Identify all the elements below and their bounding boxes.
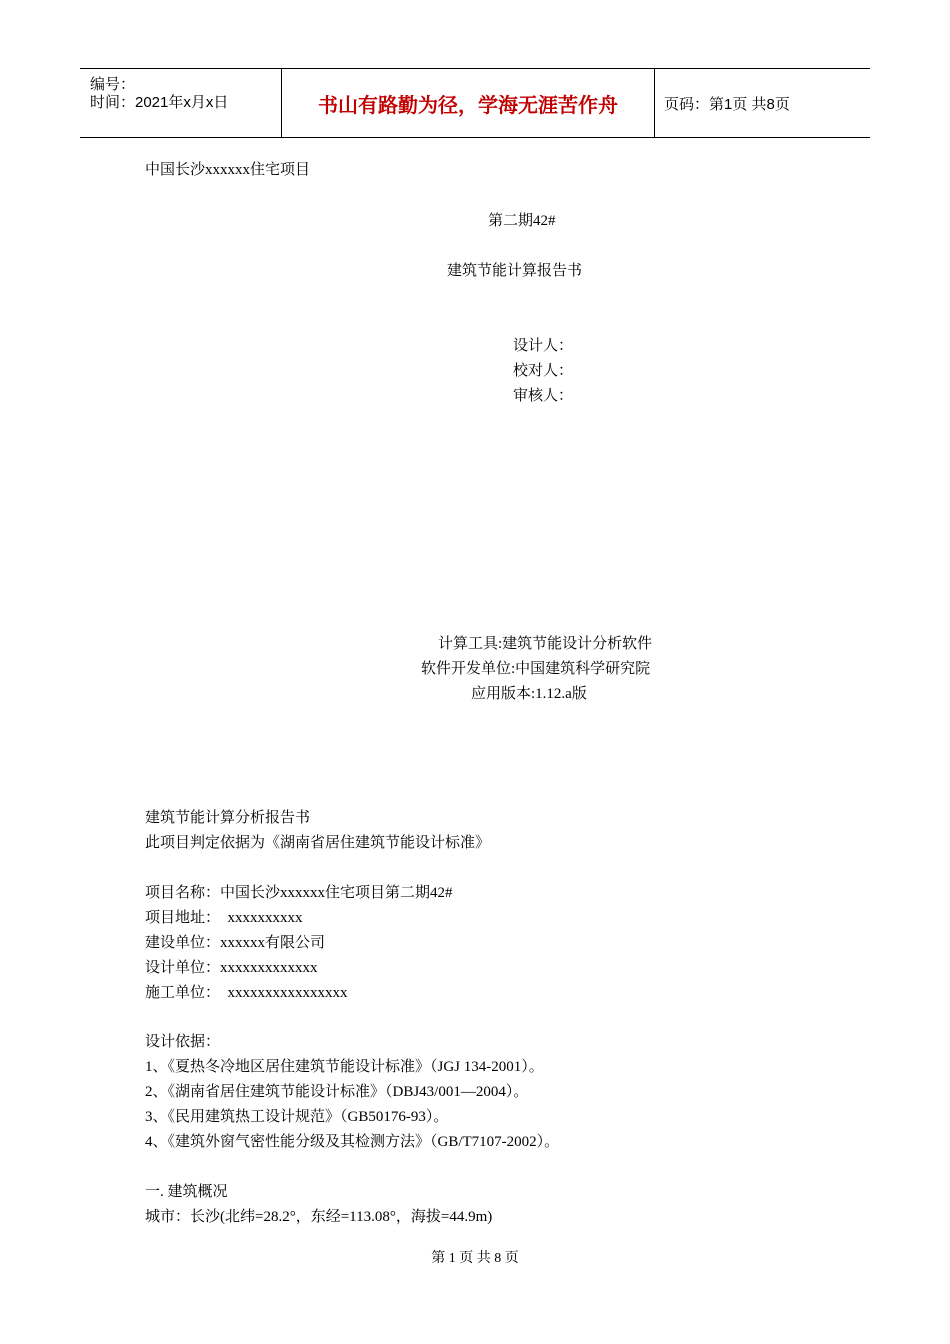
project-name: 项目名称：中国长沙xxxxxx住宅项目第二期42#: [145, 885, 453, 901]
design-basis-item: 4、《建筑外窗气密性能分级及其检测方法》（GB/T7107-2002）。: [145, 1134, 560, 1150]
city-location: 城市：长沙(北纬=28.2°，东经=113.08°，海拔=44.9m): [145, 1209, 493, 1225]
project-phase: 第二期42#: [488, 213, 556, 229]
checker-label: 校对人：: [513, 363, 574, 379]
design-basis-item: 1、《夏热冬冷地区居住建筑节能设计标准》（JGJ 134-2001）。: [145, 1059, 544, 1075]
construction-unit: 施工单位： xxxxxxxxxxxxxxxx: [145, 985, 348, 1001]
header-page-info: 页码：第1页 共8页: [664, 95, 790, 113]
reviewer-label: 审核人：: [513, 388, 574, 404]
analysis-report-title: 建筑节能计算分析报告书: [145, 810, 311, 826]
document-number-label: 编号：: [90, 76, 136, 93]
project-address: 项目地址： xxxxxxxxxx: [145, 910, 303, 926]
software-version: 应用版本:1.12.a版: [471, 686, 587, 702]
software-developer: 软件开发单位:中国建筑科学研究院: [421, 661, 651, 677]
project-title: 中国长沙xxxxxx住宅项目: [145, 162, 311, 178]
owner-unit: 建设单位：xxxxxx有限公司: [145, 935, 326, 951]
report-title: 建筑节能计算报告书: [447, 263, 583, 279]
design-basis-item: 3、《民用建筑热工设计规范》（GB50176-93）。: [145, 1109, 449, 1125]
designer-label: 设计人：: [513, 338, 574, 354]
basis-statement: 此项目判定依据为《湖南省居住建筑节能设计标准》: [145, 835, 491, 851]
document-date: 时间：2021年x月x日: [90, 94, 229, 111]
header-meta-cell: [80, 69, 281, 137]
header-motto: 书山有路勤为径，学海无涯苦作舟: [281, 69, 655, 137]
design-unit: 设计单位：xxxxxxxxxxxxx: [145, 960, 318, 976]
design-basis-title: 设计依据：: [145, 1034, 221, 1050]
section-title-building-overview: 一. 建筑概况: [145, 1184, 228, 1200]
design-basis-item: 2、《湖南省居住建筑节能设计标准》（DBJ43/001—2004）。: [145, 1084, 529, 1100]
calculation-tool: 计算工具:建筑节能设计分析软件: [438, 636, 653, 652]
page-footer: 第 1 页 共 8 页: [431, 1251, 519, 1266]
page-header: [80, 68, 870, 138]
